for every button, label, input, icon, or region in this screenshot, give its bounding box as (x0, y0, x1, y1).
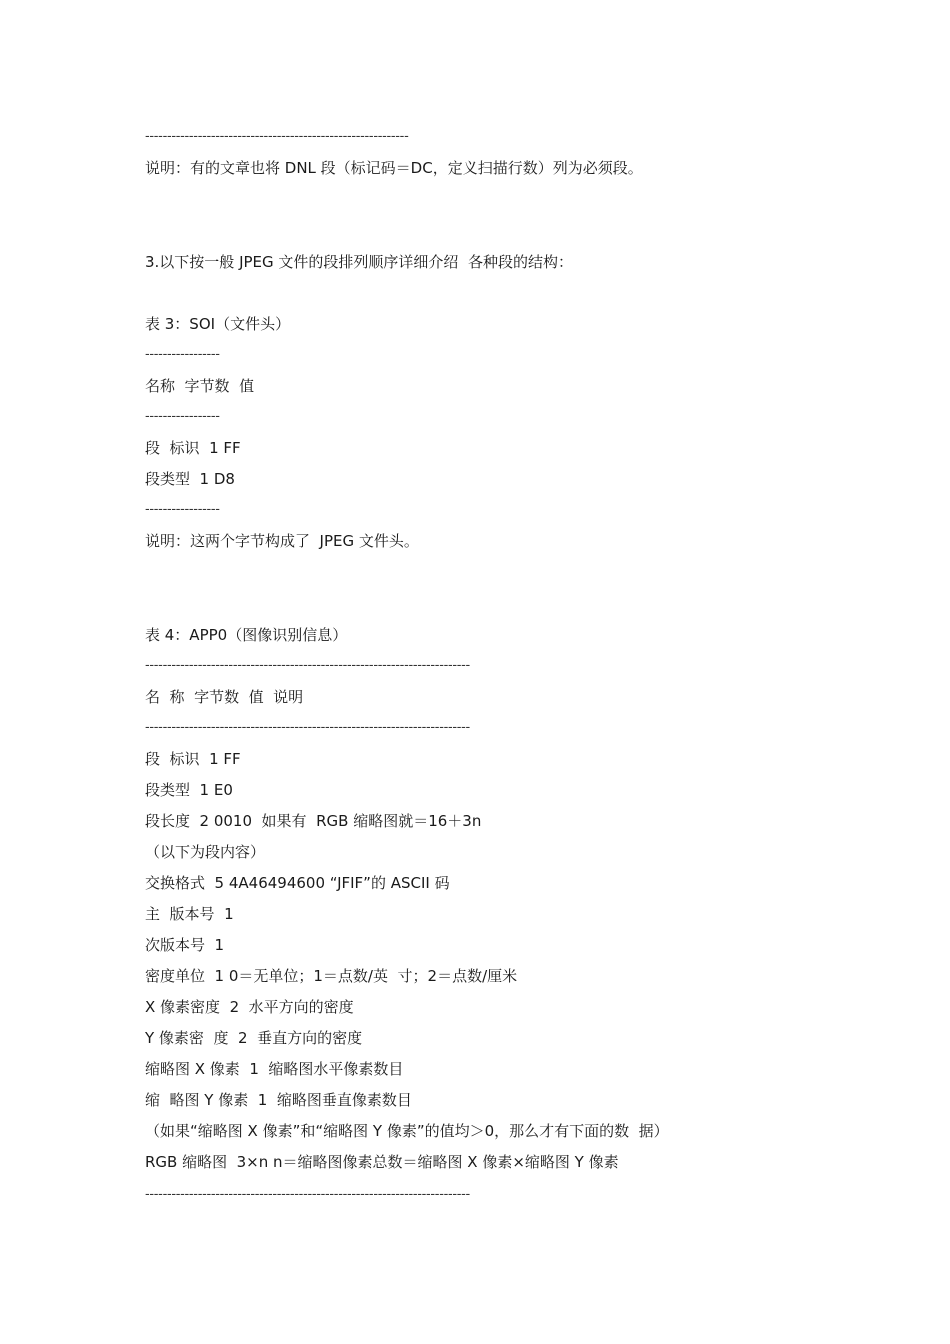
table-4-row: 缩略图 X 像素 1 缩略图水平像素数目 (145, 1060, 404, 1078)
dnl-note: 说明：有的文章也将 DNL 段（标记码＝DC，定义扫描行数）列为必须段。 (145, 159, 643, 177)
table-3-row: 段类型 1 D8 (145, 470, 235, 488)
table-3-title: 表 3：SOI（文件头） (145, 315, 291, 333)
table-4-row: X 像素密度 2 水平方向的密度 (145, 998, 354, 1016)
table-4-row: Y 像素密 度 2 垂直方向的密度 (145, 1029, 363, 1047)
table-4-rule-mid: -------------------------------------------------------------------------- (145, 720, 470, 735)
table-4-row: 段 标识 1 FF (145, 750, 241, 768)
table-4-row: 缩 略图 Y 像素 1 缩略图垂直像素数目 (145, 1091, 412, 1109)
table-3-row: 段 标识 1 FF (145, 439, 241, 457)
table-4-row: 段类型 1 E0 (145, 781, 233, 799)
section-3-heading: 3.以下按一般 JPEG 文件的段排列顺序详细介绍 各种段的结构： (145, 253, 573, 271)
table-3-note: 说明：这两个字节构成了 JPEG 文件头。 (145, 532, 419, 550)
table-3-rule-bottom: ----------------- (145, 502, 220, 517)
table-4-row: （以下为段内容） (145, 843, 266, 861)
table-4-row: 交换格式 5 4A46494600 “JFIF”的 ASCII 码 (145, 874, 450, 892)
table-4-row: 密度单位 1 0＝无单位；1＝点数/英 寸；2＝点数/厘米 (145, 967, 518, 985)
table-4-row: 次版本号 1 (145, 936, 225, 954)
table-3-rule-mid: ----------------- (145, 409, 220, 424)
table-4-row: RGB 缩略图 3×n n＝缩略图像素总数＝缩略图 X 像素×缩略图 Y 像素 (145, 1153, 619, 1171)
table-4-rule-bottom: -------------------------------------------------------------------------- (145, 1187, 470, 1202)
table-4-row: 段长度 2 0010 如果有 RGB 缩略图就＝16＋3n (145, 812, 482, 830)
table-3-rule-top: ----------------- (145, 347, 220, 362)
table-3-header: 名称 字节数 值 (145, 377, 255, 395)
table-4-row: （如果“缩略图 X 像素”和“缩略图 Y 像素”的值均＞0，那么才有下面的数 据） (145, 1122, 669, 1140)
divider-rule: ------------------------------------------------------------ (145, 129, 409, 144)
table-4-rule-top: -------------------------------------------------------------------------- (145, 658, 470, 673)
table-4-title: 表 4：APP0（图像识别信息） (145, 626, 348, 644)
table-4-row: 主 版本号 1 (145, 905, 234, 923)
table-4-header: 名 称 字节数 值 说明 (145, 688, 304, 706)
